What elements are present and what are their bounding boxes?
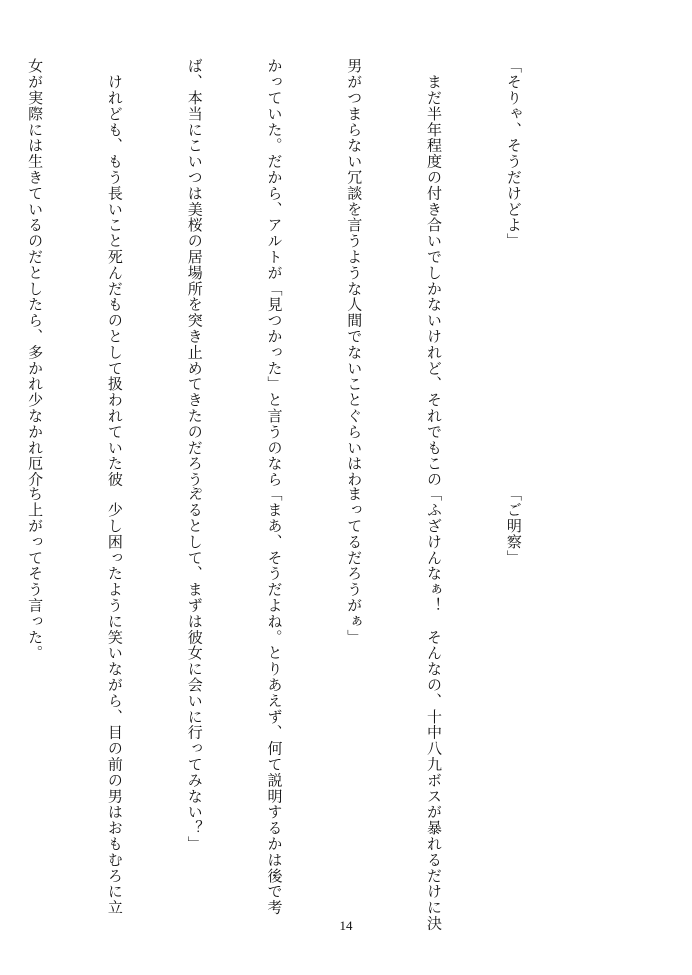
text-line: 女が実際には生きているのだとしたら、多かれ少なかれ厄介 [26, 58, 45, 488]
text-line: けれども、もう長いこと死んだものとして扱われていた彼 [105, 58, 124, 488]
text-line: えるとして、まずは彼女に会いに行ってみない？」 [185, 486, 204, 852]
text-line: 「まあ、そうだよね。とりあえず、何て説明するかは後で考 [265, 486, 284, 916]
text-line: 「ふざけんなぁ！ そんなの、十中八九ボスが暴れるだけに決 [425, 486, 444, 932]
text-line: 「そりゃ、そうだけどよ」 [504, 58, 523, 249]
text-line: 「ご明察」 [504, 486, 523, 566]
upper-text-block [0, 58, 580, 504]
text-line: 少し困ったように笑いながら、目の前の男はおもむろに立 [105, 486, 124, 916]
text-line: ば、本当にこいつは美桜の居場所を突き止めてきたのだろう。 [185, 58, 204, 504]
text-line: ち上がってそう言った。 [26, 486, 45, 661]
text-line: まだ半年程度の付き合いでしかないけれど、それでもこの [425, 58, 444, 488]
page-number: 14 [339, 918, 353, 933]
text-line: かっていた。だから、アルトが「見つかった」と言うのなら [265, 58, 284, 488]
text-line: 男がつまらない冗談を言うような人間でないことぐらいはわ [345, 58, 364, 488]
text-line: まってるだろうがぁ」 [345, 486, 364, 645]
